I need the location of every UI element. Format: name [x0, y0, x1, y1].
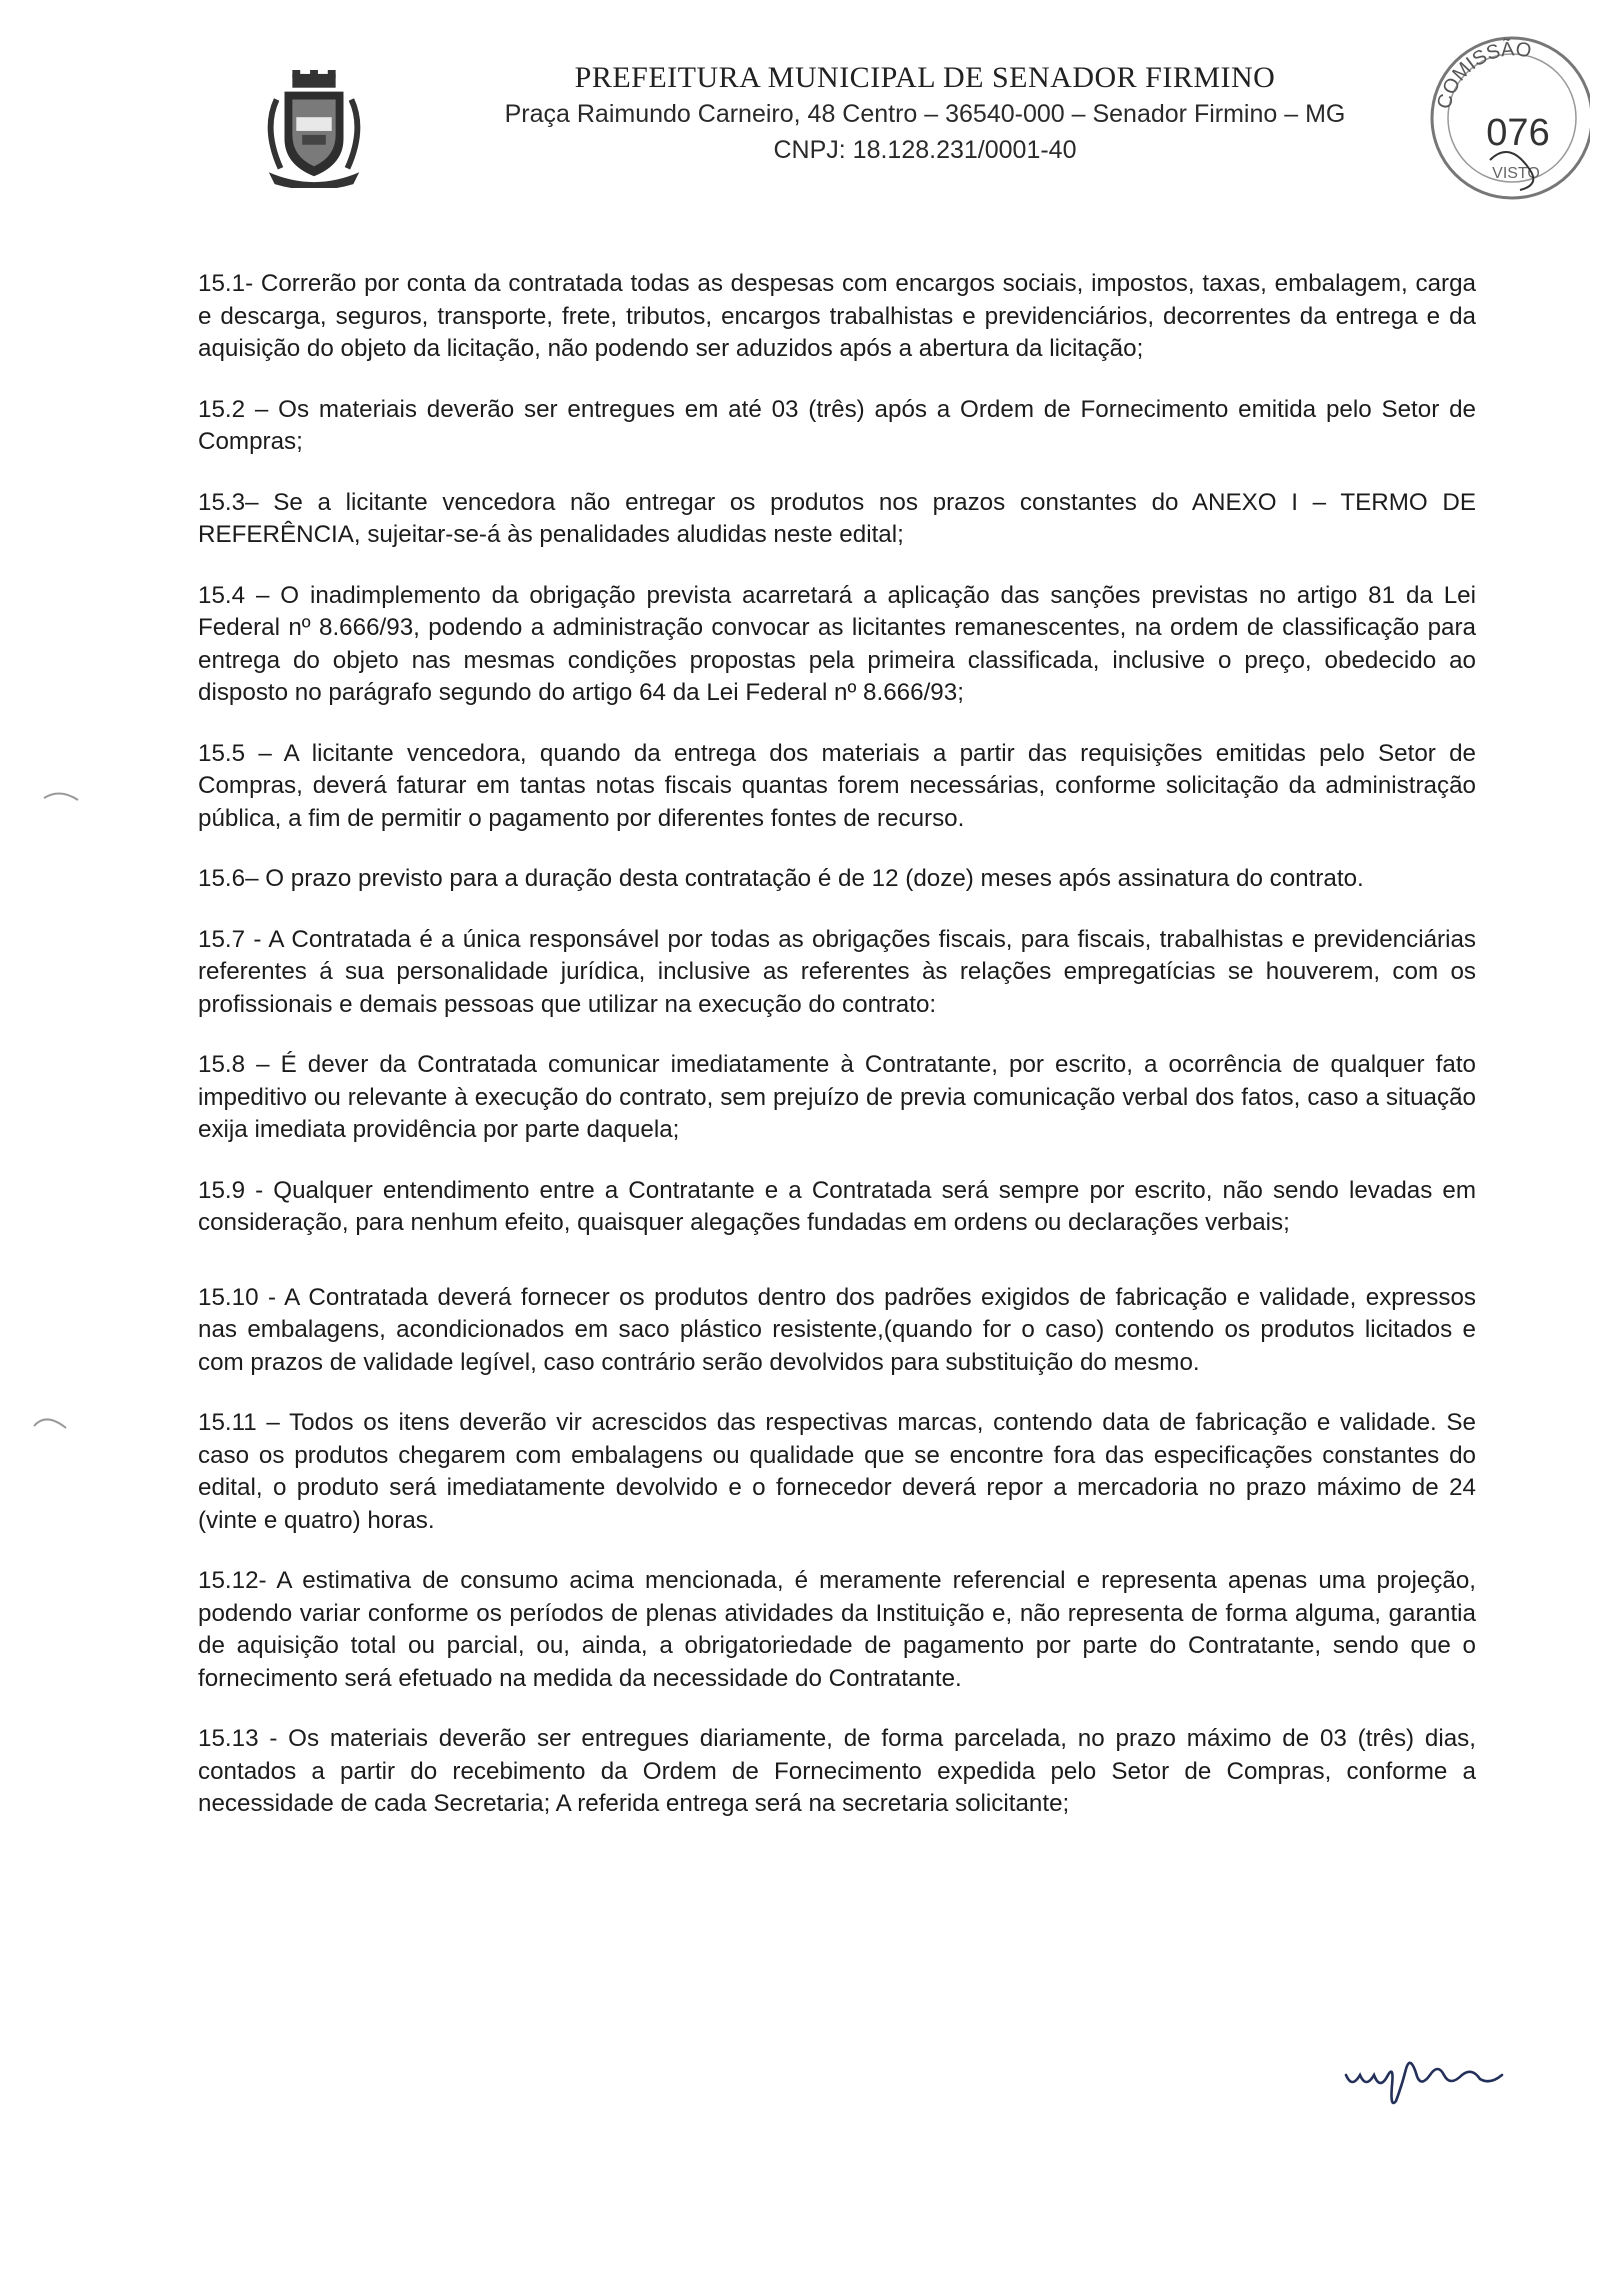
clause-15-6: 15.6– O prazo previsto para a duração desta contratação é de 12 (doze) meses após assinatura do contrato. — [198, 865, 1364, 892]
clause-15-7: 15.7 - A Contratada é a única responsável por todas as obrigações fiscais, para fiscais, trabalhistas e previdenciárias referentes á sua personalidade jurídica, inclusive as referentes às relações empregatícias se houverem, com os profissionais e demais pessoas que utilizar na execução do contrato: — [198, 925, 1476, 1018]
clause-15-4: 15.4 – O inadimplemento da obrigação prevista acarretará a aplicação das sanções previstas no artigo 81 da Lei Federal nº 8.666/93, podendo a administração convocar as licitantes remanescentes, na ordem de classificação para entrega do objeto nas mesmas condições propostas pela primeira classificada, inclusive o preço, obedecido ao disposto no parágrafo segundo do artigo 64 da Lei Federal nº 8.666/93; — [198, 581, 1476, 706]
clause-15-13: 15.13 - Os materiais deverão ser entregues diariamente, de forma parcelada, no prazo máximo de 03 (três) dias, contados a partir do recebimento da Ordem de Fornecimento expedida pelo Setor de Compras, conforme a necessidade de cada Secretaria; A referida entrega será na secretaria solicitante; — [198, 1725, 1476, 1817]
svg-text:COMISSÃO — [1433, 36, 1533, 111]
scan-mark — [42, 786, 82, 806]
clause-15-12: 15.12- A estimativa de consumo acima mencionada, é meramente referencial e representa apenas uma projeção, podendo variar conforme os períodos de plenas atividades da Instituição e, não representa de forma alguma, garantia de aquisição total ou parcial, ou, ainda, a obrigatoriedade de pagamento por parte do Contratante, sendo que o fornecimento será efetuado na medida da necessidade do Contratante. — [198, 1567, 1476, 1692]
municipal-coat-of-arms-icon — [255, 70, 373, 188]
commission-stamp — [1420, 20, 1590, 220]
stamp-label: VISTO — [1492, 165, 1540, 182]
handwritten-initials-signature — [1340, 2045, 1510, 2115]
municipality-name: PREFEITURA MUNICIPAL DE SENADOR FIRMINO — [574, 61, 1276, 94]
municipality-address: Praça Raimundo Carneiro, 48 Centro – 36540-000 – Senador Firmino – MG — [504, 100, 1346, 128]
stamp-text: COMISSÃO — [1433, 38, 1533, 112]
clause-15-9: 15.9 - Qualquer entendimento entre a Contratante e a Contratada será sempre por escrito, não sendo levadas em consideração, para nenhum efeito, quaisquer alegações fundadas em ordens ou declarações verbais; — [198, 1176, 1476, 1236]
clause-15-2: 15.2 – Os materiais deverão ser entregues em até 03 (três) após a Ordem de Fornecimento emitida pelo Setor de Compras; — [198, 395, 1476, 455]
clause-15-8: 15.8 – É dever da Contratada comunicar imediatamente à Contratante, por escrito, a ocorrência de qualquer fato impeditivo ou relevante à execução do contrato, sem prejuízo de previa comunicação verbal dos fatos, caso a situação exija imediata providência por parte daquela; — [198, 1051, 1476, 1143]
clause-15-10: 15.10 - A Contratada deverá fornecer os produtos dentro dos padrões exigidos de fabricação e validade, expressos nas embalagens, acondicionados em saco plástico resistente,(quando for o caso) contendo os produtos licitados e com prazos de validade legível, caso contrário serão devolvidos para substituição do mesmo. — [198, 1283, 1476, 1376]
document-body — [198, 268, 1476, 1849]
scan-mark — [32, 1410, 72, 1434]
clause-15-11: 15.11 – Todos os itens deverão vir acrescidos das respectivas marcas, contendo data de fabricação e validade. Se caso os produtos chegarem com embalagens ou qualidade que se encontre fora das especificações constantes do edital, o produto será imediatamente devolvido e o fornecedor deverá repor a mercadoria no prazo máximo de 24 (vinte e quatro) horas. — [198, 1409, 1476, 1534]
clause-15-1: 15.1- Correrão por conta da contratada todas as despesas com encargos sociais, impostos, taxas, embalagem, carga e descarga, seguros, transporte, frete, tributos, encargos trabalhistas e previdenciários, decorrentes da entrega e da aquisição do objeto da licitação, não podendo ser aduzidos após a abertura da licitação; — [198, 270, 1476, 362]
stamp-number: 076 — [1486, 112, 1550, 154]
letterhead — [255, 50, 1465, 190]
municipality-cnpj: CNPJ: 18.128.231/0001-40 — [773, 136, 1077, 164]
clause-15-3: 15.3– Se a licitante vencedora não entregar os produtos nos prazos constantes do ANEXO I – TERMO DE REFERÊNCIA, sujeitar-se-á às penalidades aludidas neste edital; — [198, 488, 1476, 548]
letterhead-text — [425, 60, 1425, 168]
clause-15-5: 15.5 – A licitante vencedora, quando da entrega dos materiais a partir das requisições emitidas pelo Setor de Compras, deverá faturar em tantas notas fiscais quantas forem necessárias, conforme solicitação da administração pública, a fim de permitir o pagamento por diferentes fontes de recurso. — [198, 739, 1476, 832]
